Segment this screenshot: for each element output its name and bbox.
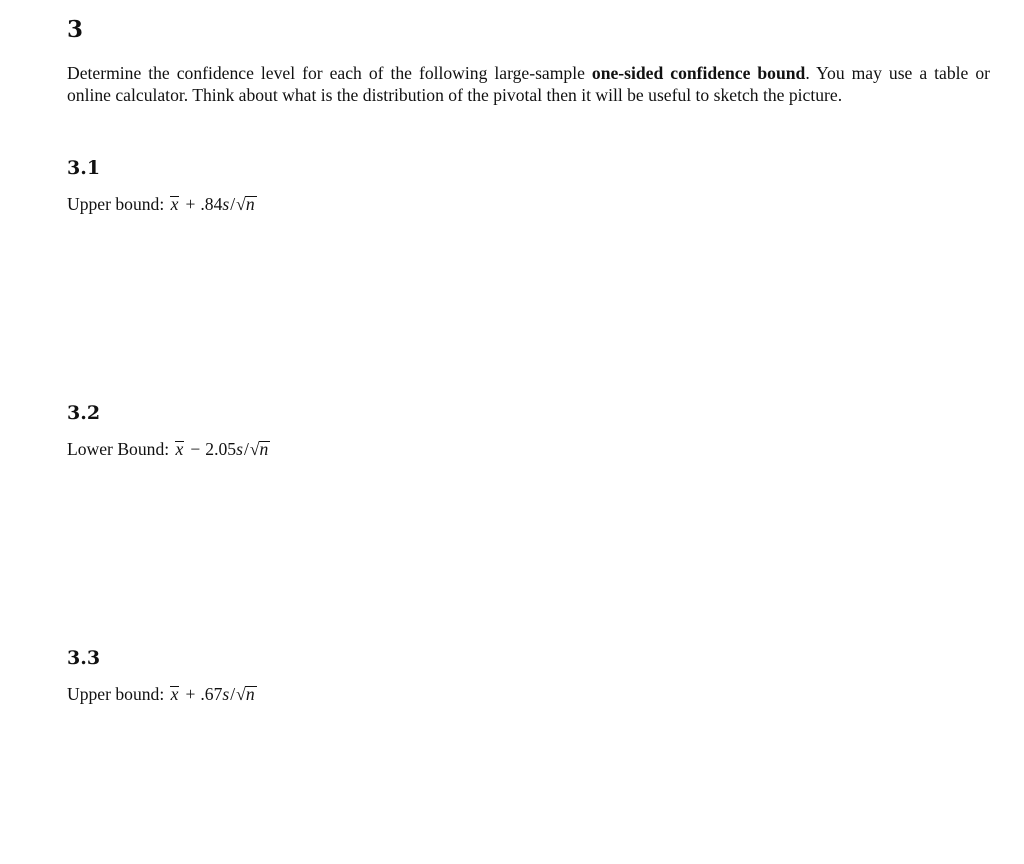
sample-size-symbol: n — [245, 194, 255, 214]
bound-formula — [169, 684, 257, 704]
division-slash: / — [230, 194, 236, 214]
division-slash: / — [243, 439, 249, 459]
sample-sd-symbol: s — [222, 194, 230, 214]
radical-sign: √ — [236, 684, 246, 704]
formula-coefficient: .67 — [200, 684, 223, 704]
formula-operator: + — [185, 194, 196, 214]
radical-sign: √ — [249, 439, 260, 459]
bound-formula — [169, 194, 257, 214]
sample-mean-symbol: x — [170, 194, 179, 214]
square-root — [236, 682, 256, 706]
formula-coefficient: 2.05 — [205, 439, 237, 459]
radical-sign: √ — [236, 194, 246, 214]
problem-3-2 — [67, 437, 270, 461]
sample-mean-symbol: x — [175, 439, 184, 459]
sample-sd-symbol: s — [236, 439, 243, 459]
square-root — [250, 437, 270, 461]
division-slash: / — [230, 684, 236, 704]
square-root — [236, 192, 256, 216]
problem-3-1 — [67, 192, 257, 216]
sample-size-symbol: n — [245, 684, 255, 704]
instructions-bold-term: one-sided confidence bound — [591, 63, 806, 83]
problem-3-3 — [67, 682, 257, 706]
instructions-paragraph — [67, 62, 990, 107]
formula-coefficient: .84 — [200, 194, 223, 214]
instructions-text-start: Determine the confidence level for each of the following large-sample — [67, 63, 592, 83]
formula-operator: − — [190, 439, 201, 459]
subsection-heading-3-3: 3.3 — [67, 647, 101, 669]
subsection-heading-3-2: 3.2 — [67, 402, 101, 424]
bound-label: Lower Bound: — [67, 439, 170, 459]
bound-label: Upper bound: — [67, 194, 165, 214]
document-page — [67, 0, 992, 864]
bound-label: Upper bound: — [67, 684, 165, 704]
sample-mean-symbol: x — [170, 684, 179, 704]
subsection-heading-3-1: 3.1 — [67, 157, 101, 179]
formula-operator: + — [185, 684, 196, 704]
sample-size-symbol: n — [259, 439, 269, 459]
instructions-text-end: . You may use a table or online calculator. Think about what is the distribution of the pivotal then it will be useful to sketch the picture. — [67, 63, 990, 106]
section-heading: 3 — [67, 16, 84, 43]
bound-formula — [174, 439, 271, 459]
sample-sd-symbol: s — [222, 684, 230, 704]
